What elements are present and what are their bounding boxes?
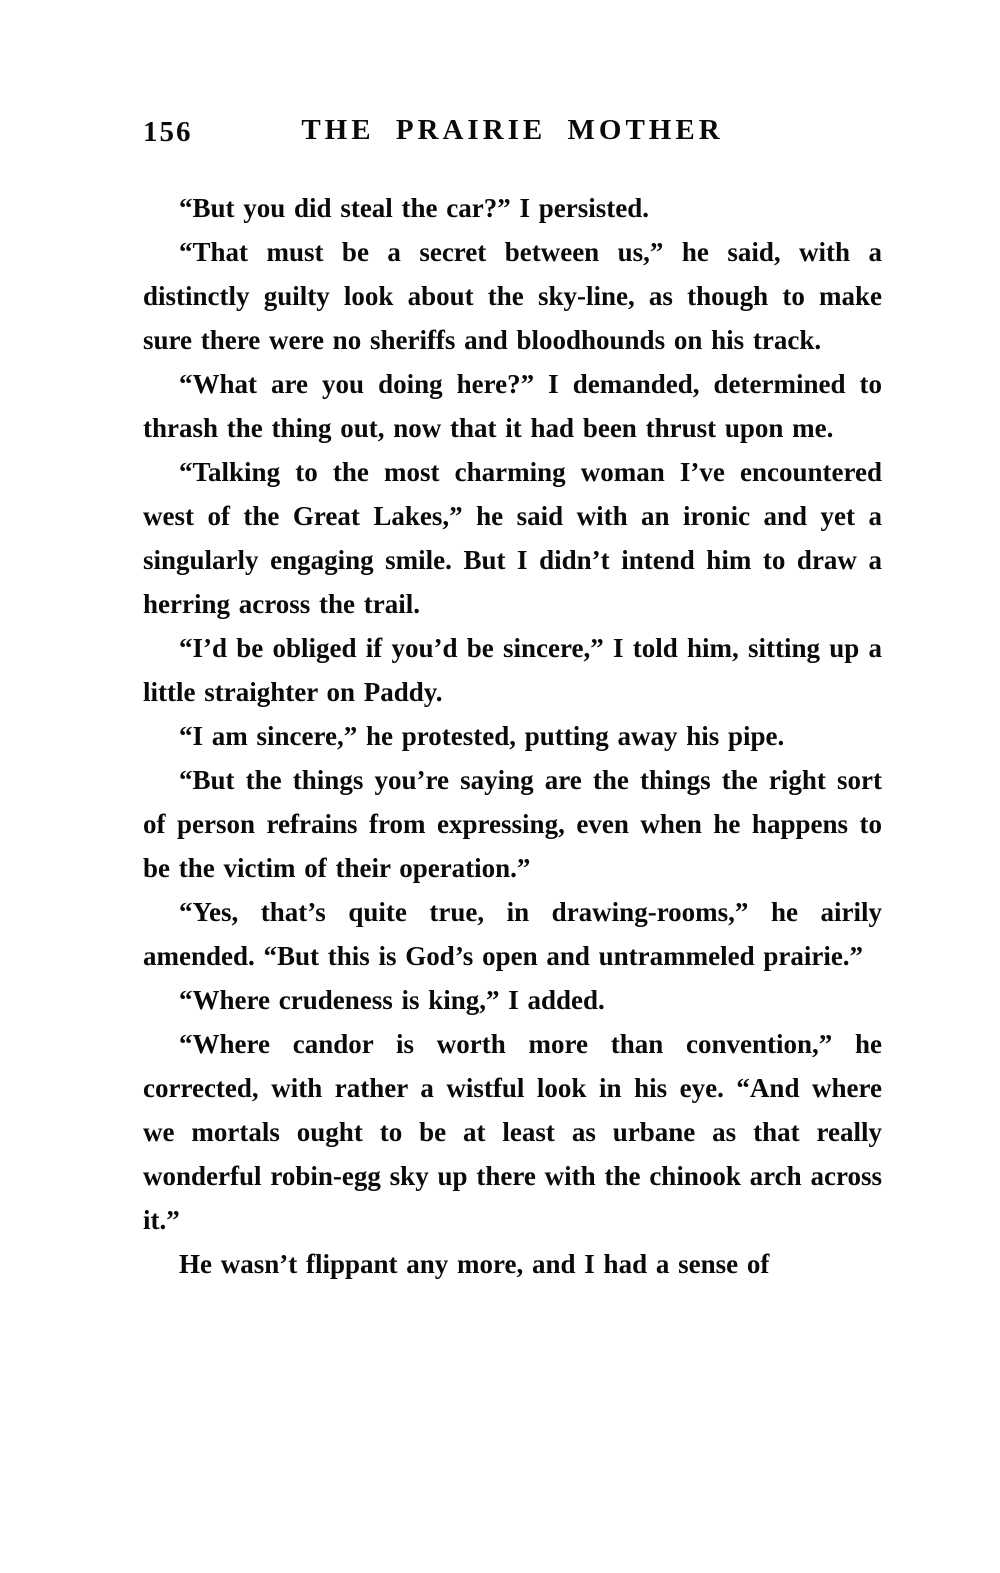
paragraph: “I am sincere,” he protested, putting away his pipe. — [179, 721, 785, 751]
paragraph: “Talking to the most charming woman I’ve encountered west of the Great Lakes,” he said with an ironic and yet a singularly engaging smile. But I didn’t intend him to draw a herring across the trail. — [143, 457, 882, 619]
paragraph: “What are you doing here?” I demanded, determined to thrash the thing out, now that it had been thrust upon me. — [143, 369, 882, 443]
paragraph: “But you did steal the car?” I persisted. — [179, 193, 650, 223]
page-header — [143, 114, 882, 154]
paragraph: “But the things you’re saying are the things the right sort of person refrains from expressing, even when he happens to be the victim of their operation.” — [143, 765, 882, 883]
paragraph: “I’d be obliged if you’d be sincere,” I told him, sitting up a little straighter on Paddy. — [143, 633, 882, 707]
paragraph: He wasn’t flippant any more, and I had a sense of — [179, 1249, 770, 1279]
page-number: 156 — [143, 116, 193, 148]
paragraph: “That must be a secret between us,” he said, with a distinctly guilty look about the sky-line, as though to make sure there were no sheriffs and bloodhounds on his track. — [143, 237, 882, 355]
paragraph: “Where crudeness is king,” I added. — [179, 985, 605, 1015]
paragraph: “Where candor is worth more than convention,” he corrected, with rather a wistful look in his eye. “And where we mortals ought to be at least as urbane as that really wonderful robin-egg sky up there with the chinook arch across it.” — [143, 1029, 882, 1235]
body-text — [143, 186, 882, 1286]
running-title: THE PRAIRIE MOTHER — [301, 114, 724, 146]
paragraph: “Yes, that’s quite true, in drawing-rooms,” he airily amended. “But this is God’s open and untrammeled prairie.” — [143, 897, 882, 971]
